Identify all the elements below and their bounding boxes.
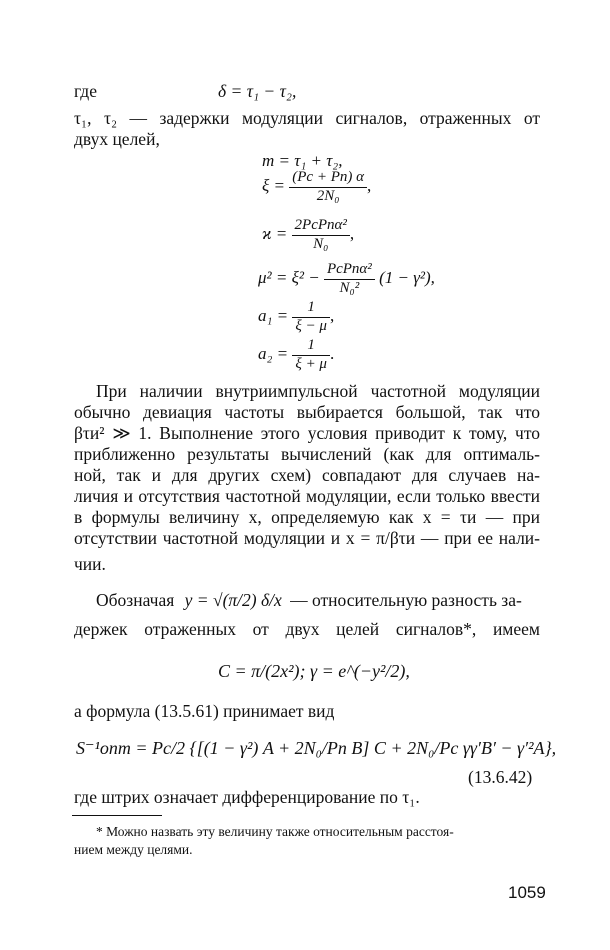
xi-fraction [289, 170, 367, 205]
paragraph3-lead: Обозначая [96, 590, 175, 610]
equation-m: m = τ₁ + τ₂, [262, 151, 343, 170]
formula-intro: а формула (13.5.61) принимает вид [74, 701, 335, 721]
mu-tail: (1 − γ²), [379, 268, 435, 288]
a1-numerator: 1 [292, 300, 330, 318]
mu-fraction [324, 262, 375, 297]
mu-denominator: N₀² [339, 279, 360, 296]
a1-denominator: ξ − μ [295, 317, 327, 334]
paragraph3-rest: — относительную разность за- [290, 590, 522, 610]
xi-numerator: (Pс + Pп) α [289, 170, 367, 188]
paragraph2-line9: чии. [74, 554, 106, 574]
paragraph2-line7: в формулы величину x, определяемую как x = τи — при [74, 507, 540, 527]
kappa-lhs: ϰ = [262, 224, 288, 244]
mu-lhs: μ² = ξ² − [258, 268, 320, 288]
paragraph2-line3: βτи² ≫ 1. Выполнение этого условия приводит к тому, что [74, 423, 540, 443]
xi-denominator: 2N₀ [316, 187, 340, 204]
main-formula: S⁻¹опт = Pс/2 {[(1 − γ²) A + 2N₀/Pп B] C + 2N₀/Pс γγ′B′ − γ′²A}, [76, 738, 557, 758]
equation-a2: a₂ = $\frac{1}{\xi + \mu}$ . [258, 337, 335, 372]
mu-numerator: PсPпα² [324, 262, 375, 280]
formula-number: (13.6.42) [468, 767, 533, 787]
footnote-line2: нием между целями. [74, 842, 193, 857]
paragraph2-line5: ной, так и для других схем) совпадают для случаев на- [74, 465, 540, 485]
paragraph2-line4: приближенно результаты вычислений (как для оптималь- [74, 444, 540, 464]
equation-xi: ξ = $\frac{(Pс + Pп) \alpha}{\text{2N₀}}$ , [262, 169, 372, 204]
equation-kappa: ϰ = $\frac{\text{2PсPпα²}}{\text{N₀}}$ , [262, 217, 355, 252]
y-definition: y = √(π/2) δ/x [184, 590, 282, 610]
paragraph2-line6: личия и отсутствия частотной модуляции, если только ввести [74, 486, 540, 506]
delta-definition: δ = τ₁ − τ₂, [218, 81, 297, 101]
kappa-fraction [292, 218, 350, 253]
footnote-line1: * Можно назвать эту величину также относительным расстоя- [96, 824, 454, 839]
footnote-rule [72, 815, 162, 816]
kappa-denominator: N₀ [313, 235, 329, 252]
paragraph2-line1: При наличии внутриимпульсной частотной модуляции [96, 381, 540, 401]
a2-fraction [292, 338, 330, 373]
paragraph3-line2: держек отраженных от двух целей сигналов*, имеем [74, 619, 540, 639]
a2-numerator: 1 [292, 338, 330, 356]
paragraph3-line1 [96, 589, 540, 611]
page-number: 1059 [508, 883, 546, 902]
a1-fraction [292, 300, 330, 335]
equation-mu [258, 262, 435, 297]
xi-lhs: ξ = [262, 176, 286, 196]
after-formula-text: где штрих означает дифференцирование по τ₁. [74, 787, 420, 807]
paragraph2-line8: отсутствии частотной модуляции и x = π/βτи — при ее нали- [74, 528, 540, 548]
paragraph1-line2: двух целей, [74, 129, 160, 149]
paragraph1-line1: τ₁, τ₂ — задержки модуляции сигналов, отраженных от [74, 108, 540, 128]
a2-lhs: a₂ = [258, 344, 289, 364]
kappa-numerator: 2PсPпα² [292, 218, 350, 236]
a2-denominator: ξ + μ [295, 355, 327, 372]
where-word: где [74, 81, 97, 101]
equation-a1: a₁ = $\frac{1}{\xi - \mu}$ , [258, 299, 335, 334]
paragraph2-line2: обычно девиация частоты выбирается большой, так что [74, 402, 540, 422]
a1-lhs: a₁ = [258, 306, 289, 326]
c-gamma-formula: C = π/(2x²); γ = e^(−y²/2), [218, 661, 410, 681]
